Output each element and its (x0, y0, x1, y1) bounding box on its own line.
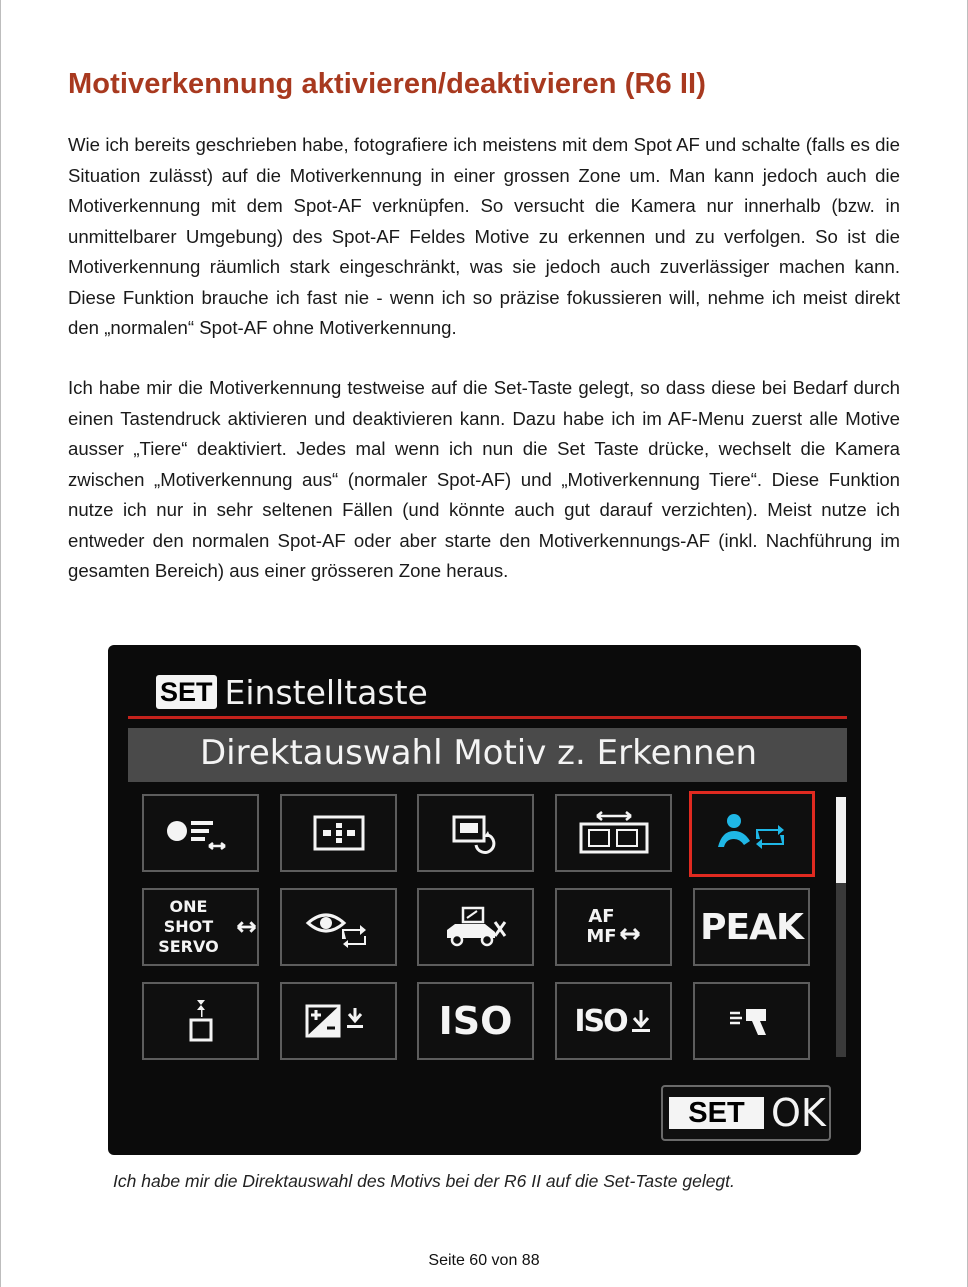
metering-dot-icon (161, 808, 241, 858)
ok-label: OK (771, 1091, 826, 1135)
page-border-left (0, 0, 1, 1287)
tile-af-point[interactable] (280, 794, 397, 872)
tile-playback-rotate[interactable] (417, 794, 534, 872)
screen-title: Einstelltaste (224, 672, 428, 712)
screen-header (156, 674, 428, 710)
down-arrow-bar-icon (629, 1006, 653, 1036)
tile-iso-lock[interactable] (555, 982, 672, 1060)
double-arrow-icon (619, 927, 641, 941)
flash-icon (722, 999, 782, 1043)
tile-servo-characteristic[interactable] (417, 888, 534, 966)
peak-label: PEAK (700, 906, 803, 948)
tile-subject-detection-selected[interactable] (689, 791, 815, 877)
level-icon (181, 996, 221, 1046)
set-badge: SET (156, 675, 217, 709)
exposure-comp-icon (301, 998, 377, 1044)
tile-af-operation[interactable] (142, 888, 259, 966)
iso-small-label: ISO (574, 1003, 627, 1039)
af-frame-icon (309, 811, 369, 855)
vehicle-tracking-icon (441, 904, 511, 950)
header-divider (128, 716, 847, 719)
tile-level-gauge[interactable] (142, 982, 259, 1060)
tile-exposure-comp-lock[interactable] (280, 982, 397, 1060)
tile-focus-peaking[interactable] (693, 888, 810, 966)
camera-menu-screenshot (108, 645, 861, 1155)
paragraph-2: Ich habe mir die Motiverkennung testweise auf die Set-Taste gelegt, so dass diese bei Bedarf durch einen Tastendruck aktivieren und deaktivieren kann. Dazu habe ich im AF-Menu zuerst alle Motive ausser „Tiere“ deaktiviert. Jedes mal wenn ich nun die Set Taste drücke, wechselt die Kamera zwischen „Motiverkennung aus“ (normaler Spot-AF) und „Motiverkennung Tiere“. Diese Funktion nutze ich nur in sehr seltenen Fällen (und könnte auch gut darauf verzichten). Meist nutze ich entweder den normalen Spot-AF oder aber starte den Motiverkennungs-AF (inkl. Nachführung im gesamten Bereich) aus einer grösseren Zone heraus. (68, 377, 900, 581)
af-area-icon (569, 808, 659, 858)
section-heading: Motiverkennung aktivieren/deaktivieren (R6 II) (68, 68, 706, 100)
image-review-icon (446, 811, 506, 855)
selected-function-label: Direktauswahl Motiv z. Erkennen (200, 733, 758, 773)
subject-detect-icon (712, 809, 792, 859)
selected-function-bar (128, 728, 847, 782)
tile-af-area-switch[interactable] (555, 794, 672, 872)
double-arrow-icon (236, 920, 257, 934)
servo-label: SERVO (158, 937, 219, 956)
oneshot-label: ONE SHOT (163, 897, 214, 936)
paragraph-1: Wie ich bereits geschrieben habe, fotografiere ich meistens mit dem Spot AF und schalte (falls es die Situation zulässt) auf die Motiverkennung in einer grossen Zone um. Man kann jedoch auch die Motiverkennung mit dem Spot-AF verknüpfen. So versucht die Kamera nur innerhalb (bzw. in unmittelbarer Umgebung) des Spot-AF Feldes Motive zu erkennen und zu verfolgen. So ist die Motiverkennung räumlich stark eingeschränkt, was sie jedoch auch zuverlässiger machen kann. Diese Funktion brauche ich fast nie - wenn ich so präzise fokussieren will, nehme ich meist direkt den „normalen“ Spot-AF ohne Motiverkennung. (68, 134, 900, 338)
tile-flash[interactable] (693, 982, 810, 1060)
tile-iso[interactable] (417, 982, 534, 1060)
tile-metering-select[interactable] (142, 794, 259, 872)
set-ok-button[interactable] (661, 1085, 831, 1141)
set-key-label: SET (669, 1097, 764, 1129)
scrollbar-thumb[interactable] (836, 797, 846, 883)
figure-caption: Ich habe mir die Direktauswahl des Motivs bei der R6 II auf die Set-Taste gelegt. (113, 1171, 735, 1191)
mf-label: MF (586, 926, 617, 947)
eye-detect-icon (304, 905, 374, 949)
page-number: Seite 60 von 88 (428, 1252, 540, 1269)
tile-af-mf-switch[interactable] (555, 888, 672, 966)
tile-eye-detection[interactable] (280, 888, 397, 966)
af-label: AF (588, 906, 615, 927)
iso-label: ISO (438, 999, 513, 1043)
